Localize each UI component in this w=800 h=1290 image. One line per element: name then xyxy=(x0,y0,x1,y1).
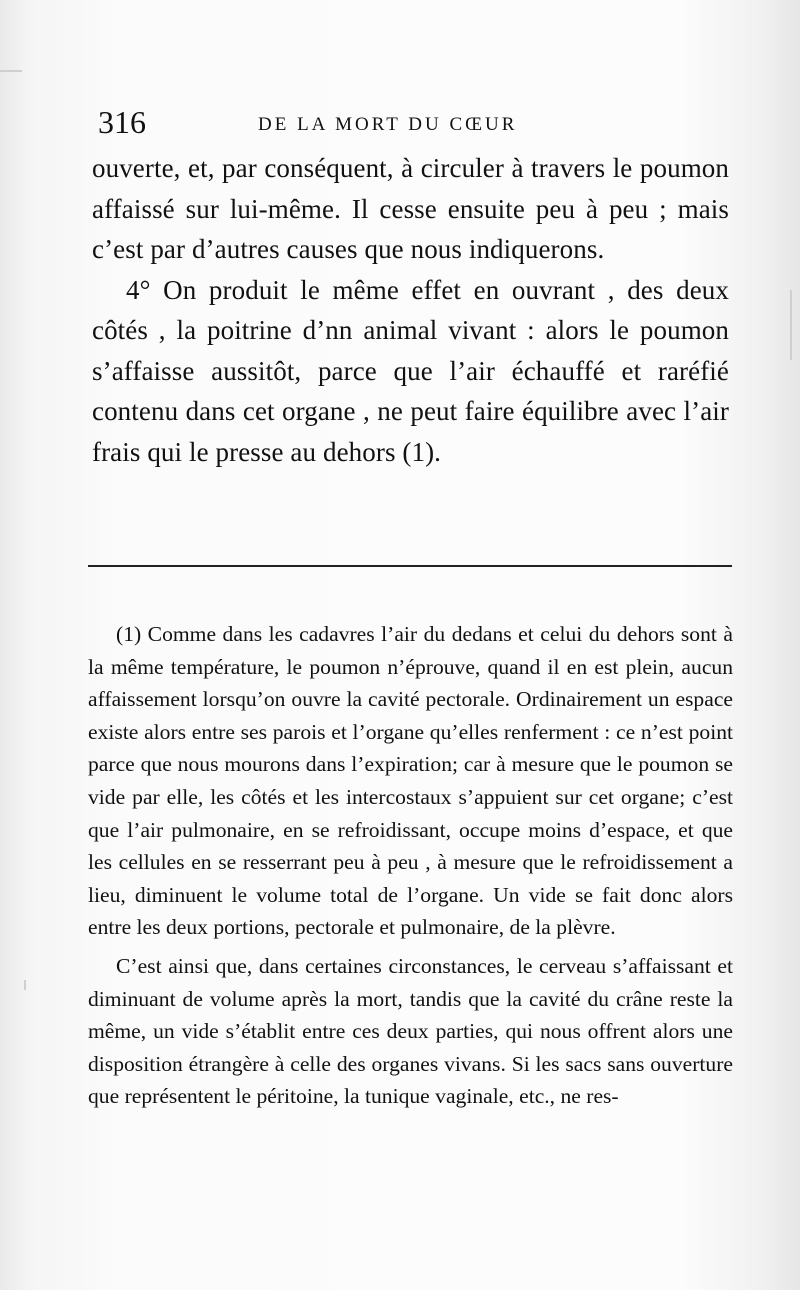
page-number: 316 xyxy=(98,104,146,140)
page-edge-mark xyxy=(24,980,26,990)
page-header xyxy=(98,104,738,144)
footnote-rule xyxy=(88,565,732,567)
main-paragraph: ouverte, et, par conséquent, à circuler à travers le poumon affaissé sur lui-même. Il cesse ensuite peu à peu ; mais c’est par d’autres causes que nous indiquerons. xyxy=(92,153,729,264)
footnote-paragraph: C’est ainsi que, dans certaines circonstances, le cerveau s’affaissant et diminuant de volume après la mort, tandis que la cavité du crâne reste la même, un vide s’établit entre ces deux parties, qui nous offrent alors une disposition étrangère à celle des organes vivans. Si les sacs sans ouverture que représentent le péritoine, la tunique vaginale, etc., ne res- xyxy=(88,953,733,1109)
page-edge-mark xyxy=(790,290,792,360)
footnotes xyxy=(88,618,733,1113)
main-text xyxy=(92,148,729,472)
page-edge-mark xyxy=(0,70,22,72)
running-head: DE LA MORT DU CŒUR xyxy=(258,114,518,135)
footnote-paragraph: (1) Comme dans les cadavres l’air du dedans et celui du dehors sont à la même température, le poumon n’éprouve, quand il en est plein, aucun affaissement lorsqu’on ouvre la cavité pectorale. Ordinairement un espace existe alors entre ses parois et l’organe qu’elles renferment : ce n’est point parce que nous mourons dans l’expiration; car à mesure que le poumon se vide par elle, les côtés et les intercostaux s’appuient sur cet organe; c’est que l’air pulmonaire, en se refroidissant, occupe moins d’espace, et que les cellules en se resserrant peu à peu , à mesure que le refroidissement a lieu, diminuent le volume total de l’organe. Un vide se fait donc alors entre les deux portions, pectorale et pulmonaire, de la plèvre. xyxy=(88,622,733,940)
main-paragraph: 4° On produit le même effet en ouvrant , des deux côtés , la poitrine d’nn animal vivant : alors le poumon s’affaisse aussitôt, parce que l’air échauffé et raréfié contenu dans cet organe , ne peut faire équilibre avec l’air frais qui le presse au dehors (1). xyxy=(92,274,729,467)
